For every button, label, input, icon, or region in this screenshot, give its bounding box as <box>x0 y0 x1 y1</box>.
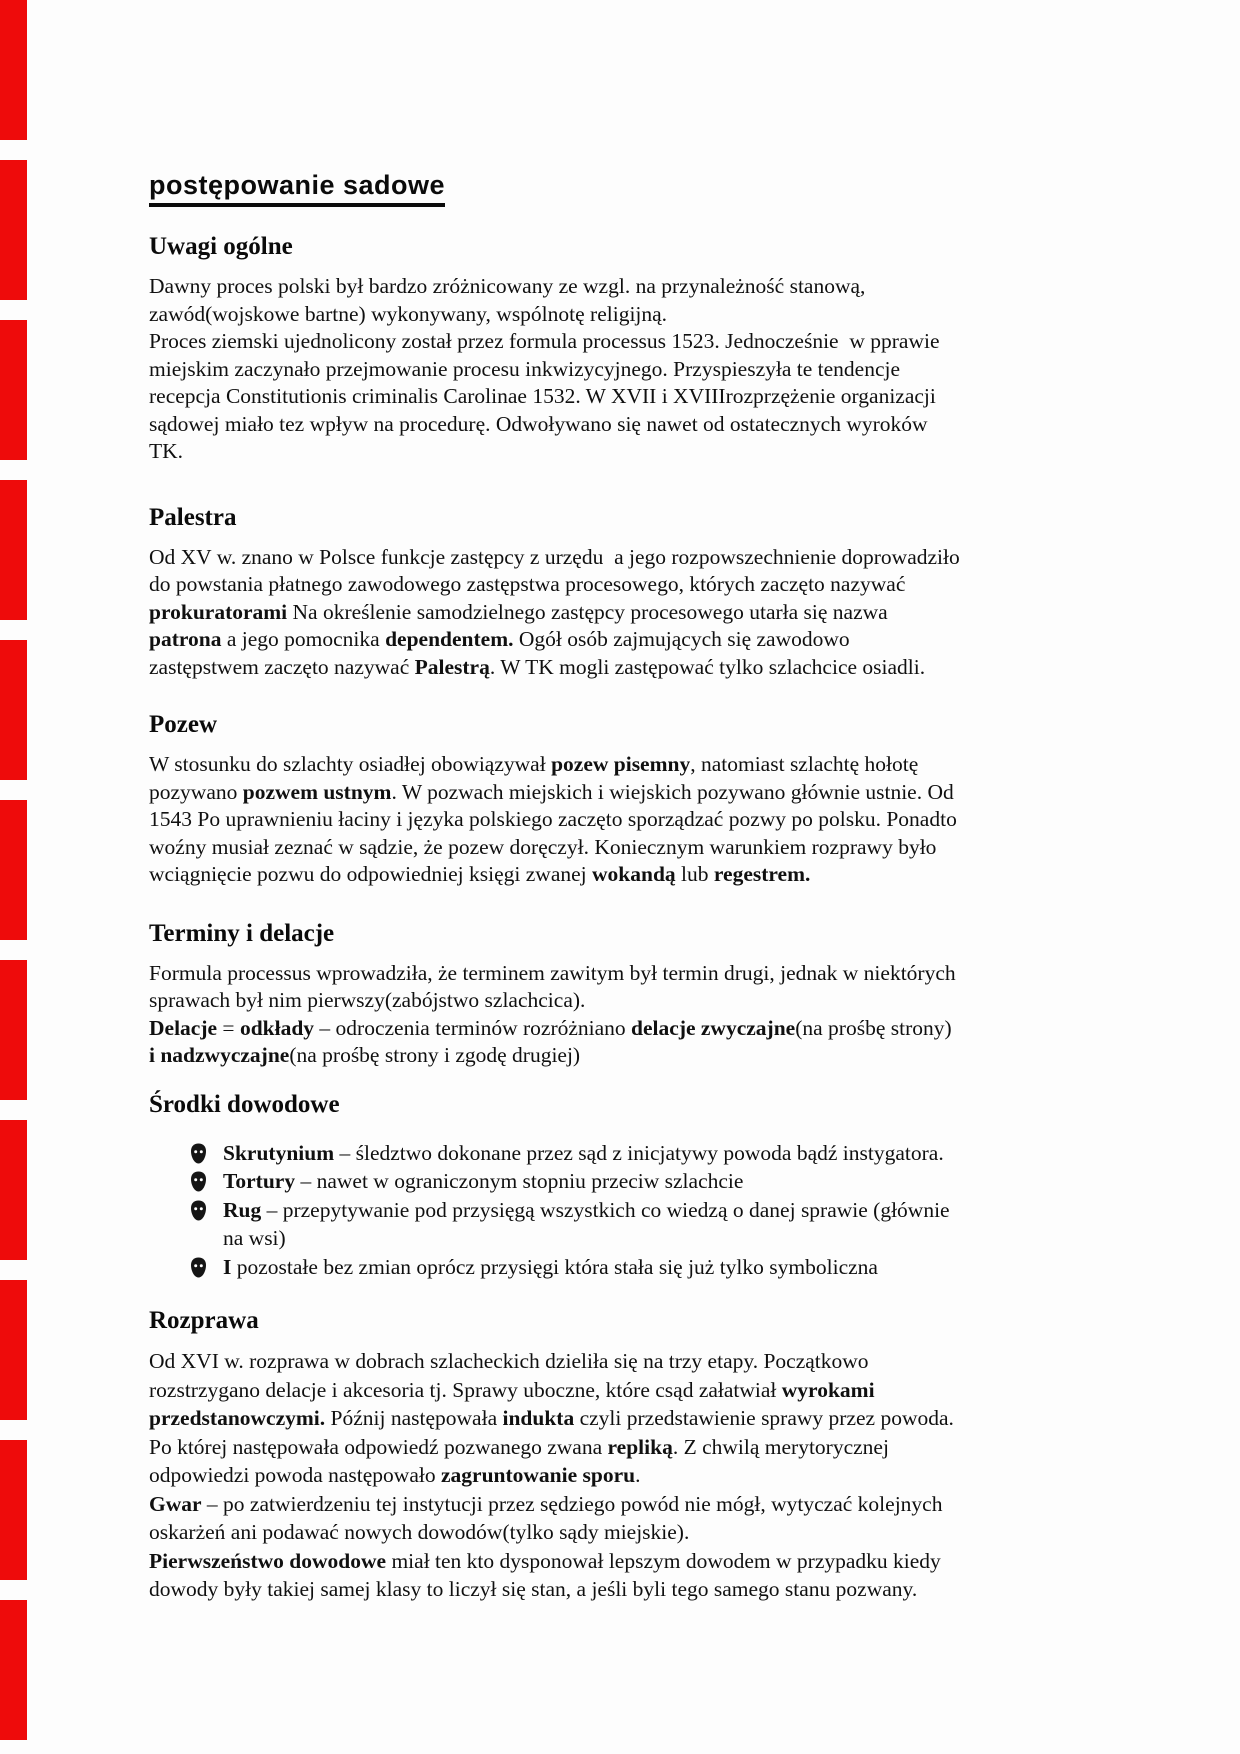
text-segment: pozew pisemny <box>551 752 691 776</box>
section-heading: Uwagi ogólne <box>149 233 293 260</box>
text-line <box>149 1376 1107 1405</box>
section-heading: Pozew <box>149 711 218 738</box>
text-segment: oskarżeń ani podawać nowych dowodów(tylko sądy miejskie). <box>149 1520 690 1544</box>
bullet-item-text <box>223 1167 1107 1196</box>
text-segment: repliką <box>607 1434 673 1459</box>
text-segment: TK. <box>149 439 184 463</box>
text-segment: Rug <box>223 1197 262 1222</box>
text-segment: Od XVI w. rozprawa w dobrach szlacheckich dzieliła się na trzy etapy. Początkowo <box>149 1349 869 1373</box>
text-segment: Formula processus wprowadziła, że terminem zawitym był termin drugi, jednak w niektórych <box>149 960 956 985</box>
text-segment: W stosunku do szlachty osiadłej obowiązywał <box>149 752 552 776</box>
face-bullet-icon <box>190 1253 223 1278</box>
text-line <box>149 1042 1107 1070</box>
text-segment: 1543 Po uprawnieniu łaciny i języka polskiego zaczęto sporządzać pozwy po polsku. Ponadto <box>149 807 957 831</box>
paragraph <box>149 273 1107 466</box>
text-line <box>149 861 1107 889</box>
text-line <box>149 599 1107 627</box>
text-line <box>149 987 1107 1015</box>
text-segment: – odroczenia terminów rozróżniano <box>314 1015 632 1040</box>
text-segment: zastępstwem zaczęto nazywać <box>149 654 415 679</box>
text-line <box>149 273 1107 301</box>
page-title: postępowanie sadowe <box>149 170 445 207</box>
text-segment: . Z chwilą merytorycznej <box>672 1434 889 1459</box>
bullet-list <box>149 1139 1107 1282</box>
text-segment: do powstania płatnego zawodowego zastępstwa procesowego, których zaczęto nazywać <box>149 572 906 596</box>
section-terminy-i-delacje <box>149 920 1107 1070</box>
text-segment: przedstanowczymi. <box>149 1406 326 1430</box>
text-segment: delacje zwyczajne <box>631 1015 796 1040</box>
bullet-list-item <box>149 1139 1107 1168</box>
text-segment: czyli przedstawienie sprawy przez powoda. <box>574 1406 954 1430</box>
text-line <box>223 1196 1107 1225</box>
text-line <box>149 301 1107 329</box>
paragraph <box>149 960 1107 1070</box>
bullet-item-text <box>223 1253 1107 1282</box>
text-line <box>149 1015 1107 1043</box>
text-segment: Pierwszeństwo dowodowe <box>149 1548 387 1573</box>
text-line <box>149 1490 1107 1519</box>
text-line <box>149 1518 1107 1547</box>
text-segment: na wsi) <box>223 1226 286 1250</box>
bullet-list-item <box>149 1167 1107 1196</box>
text-segment: Późnij następowała <box>325 1406 503 1430</box>
text-segment: I <box>223 1254 232 1279</box>
text-segment: dowody były takiej samej klasy to liczył się stan, a jeśli byli tego samego stanu pozwany. <box>149 1577 918 1601</box>
paragraph <box>149 1347 1107 1604</box>
text-segment: Gwar <box>149 1491 202 1516</box>
text-line <box>149 1461 1107 1490</box>
text-segment: wyrokami <box>781 1377 875 1402</box>
paragraph <box>149 544 1107 682</box>
text-segment: Skrutynium <box>223 1140 335 1165</box>
text-line <box>149 834 1107 862</box>
text-segment: – przepytywanie pod przysięgą wszystkich co wiedzą o danej sprawie (głównie <box>261 1197 950 1222</box>
text-line <box>149 960 1107 988</box>
section-palestra <box>149 504 1107 682</box>
bullet-list-item <box>149 1253 1107 1282</box>
bullet-item-text <box>223 1196 1107 1253</box>
text-segment: = <box>217 1015 240 1040</box>
bullet-list-item <box>149 1196 1107 1253</box>
text-segment: Dawny proces polski był bardzo zróżnicowany ze wzgl. na przynależność stanową, <box>149 274 866 298</box>
text-segment: Od XV w. znano w Polsce funkcje zastępcy z urzędu a jego rozpowszechnienie doprowadziło <box>149 544 960 569</box>
face-bullet-icon <box>190 1139 223 1164</box>
text-line <box>149 779 1107 807</box>
text-line <box>149 654 1107 682</box>
face-bullet-icon <box>190 1167 223 1192</box>
text-segment: sądowej miało tez wpływ na procedurę. Odwoływano się nawet od ostatecznych wyroków <box>149 411 928 436</box>
document-content <box>149 170 1107 1604</box>
text-line <box>223 1139 1107 1168</box>
text-segment: prokuratorami <box>149 599 288 624</box>
text-segment: wokandą <box>592 862 676 886</box>
text-line <box>149 751 1107 779</box>
text-segment: miał ten kto dysponował lepszym dowodem w przypadku kiedy <box>386 1548 941 1573</box>
text-segment: Ogół osób zajmujących się zawodowo <box>513 627 850 651</box>
text-segment: – nawet w ograniczonym stopniu przeciw szlachcie <box>295 1169 744 1193</box>
text-segment: Tortury <box>223 1169 296 1193</box>
section-rozprawa <box>149 1307 1107 1604</box>
text-segment: wciągnięcie pozwu do odpowiedniej księgi zwanej <box>149 862 592 886</box>
bullet-item-text <box>223 1139 1107 1168</box>
text-segment: rozstrzygano delacje i akcesoria tj. Sprawy uboczne, które csąd załatwiał <box>149 1377 782 1402</box>
text-segment: Proces ziemski ujednolicony został przez formula processus 1523. Jednocześnie w pprawie <box>149 329 940 353</box>
text-segment: . W TK mogli zastępować tylko szlachcice osiadli. <box>489 654 926 679</box>
section-heading: Terminy i delacje <box>149 919 335 947</box>
text-line <box>149 438 1107 466</box>
section-heading: Środki dowodowe <box>149 1090 340 1118</box>
text-segment: (na prośbę strony i zgodę drugiej) <box>289 1043 581 1067</box>
text-segment: i nadzwyczajne <box>149 1043 290 1067</box>
text-segment: lub <box>675 862 714 886</box>
text-line <box>149 571 1107 599</box>
section-uwagi-ogolne <box>149 233 1107 466</box>
text-segment: recepcja Constitutionis criminalis Carolinae 1532. W XVII i XVIIIrozprzężenie organizacji <box>149 384 936 408</box>
text-segment: odkłady <box>239 1015 315 1040</box>
text-segment: dependentem. <box>385 627 514 651</box>
text-line <box>149 544 1107 572</box>
text-segment: . W pozwach miejskich i wiejskich pozywano głównie ustnie. Od <box>391 779 954 804</box>
section-pozew <box>149 711 1107 889</box>
text-line <box>149 1575 1107 1604</box>
text-line <box>223 1224 1107 1253</box>
text-segment: Palestrą <box>414 654 490 679</box>
text-segment: patrona <box>149 627 222 651</box>
text-segment: miejskim zaczynało przejmowanie procesu inkwizycyjnego. Przyspieszyła te tendencje <box>149 356 901 381</box>
text-line <box>149 806 1107 834</box>
text-segment: zawód(wojskowe bartne) wykonywany, wspólnotę religijną. <box>149 301 668 326</box>
text-segment: regestrem. <box>713 862 811 886</box>
text-segment: woźny musiał zeznać w sądzie, że pozew doręczył. Koniecznym warunkiem rozprawy było <box>149 834 937 859</box>
text-line <box>223 1167 1107 1196</box>
text-segment: , natomiast szlachtę hołotę <box>690 752 919 776</box>
section-heading: Rozprawa <box>149 1307 259 1334</box>
text-line <box>149 1433 1107 1462</box>
text-line <box>149 356 1107 384</box>
text-segment: pozwem ustnym <box>242 779 392 804</box>
text-segment: (na prośbę strony) <box>795 1015 952 1040</box>
text-segment: sprawach był nim pierwszy(zabójstwo szlachcica). <box>149 988 586 1012</box>
section-heading: Palestra <box>149 503 237 531</box>
text-line <box>223 1253 1107 1282</box>
text-segment: Delacje <box>149 1015 218 1040</box>
text-line <box>149 328 1107 356</box>
text-segment: – śledztwo dokonane przez sąd z inicjatywy powoda bądź instygatora. <box>334 1140 944 1165</box>
text-line <box>149 1547 1107 1576</box>
text-segment: pozywano <box>149 779 243 804</box>
text-segment: . <box>635 1463 641 1487</box>
paragraph <box>149 751 1107 889</box>
text-segment: odpowiedzi powoda następowało <box>149 1463 441 1487</box>
text-segment: pozostałe bez zmian oprócz przysięgi która stała się już tylko symboliczna <box>231 1254 878 1279</box>
text-segment: indukta <box>502 1406 575 1430</box>
face-bullet-icon <box>190 1196 223 1221</box>
text-line <box>149 626 1107 654</box>
section-srodki-dowodowe <box>149 1091 1107 1282</box>
text-segment: Na określenie samodzielnego zastępcy procesowego utarła się nazwa <box>287 599 888 624</box>
text-segment: zagruntowanie sporu <box>440 1463 636 1487</box>
text-segment: – po zatwierdzeniu tej instytucji przez sędziego powód nie mógł, wytyczać kolejnych <box>201 1491 943 1516</box>
text-line <box>149 1347 1107 1376</box>
text-segment: Po której następowała odpowiedź pozwanego zwana <box>149 1434 608 1459</box>
text-line <box>149 383 1107 411</box>
text-line <box>149 411 1107 439</box>
red-edge-marker <box>0 0 27 1754</box>
text-segment: a jego pomocnika <box>221 627 386 651</box>
text-line <box>149 1404 1107 1433</box>
